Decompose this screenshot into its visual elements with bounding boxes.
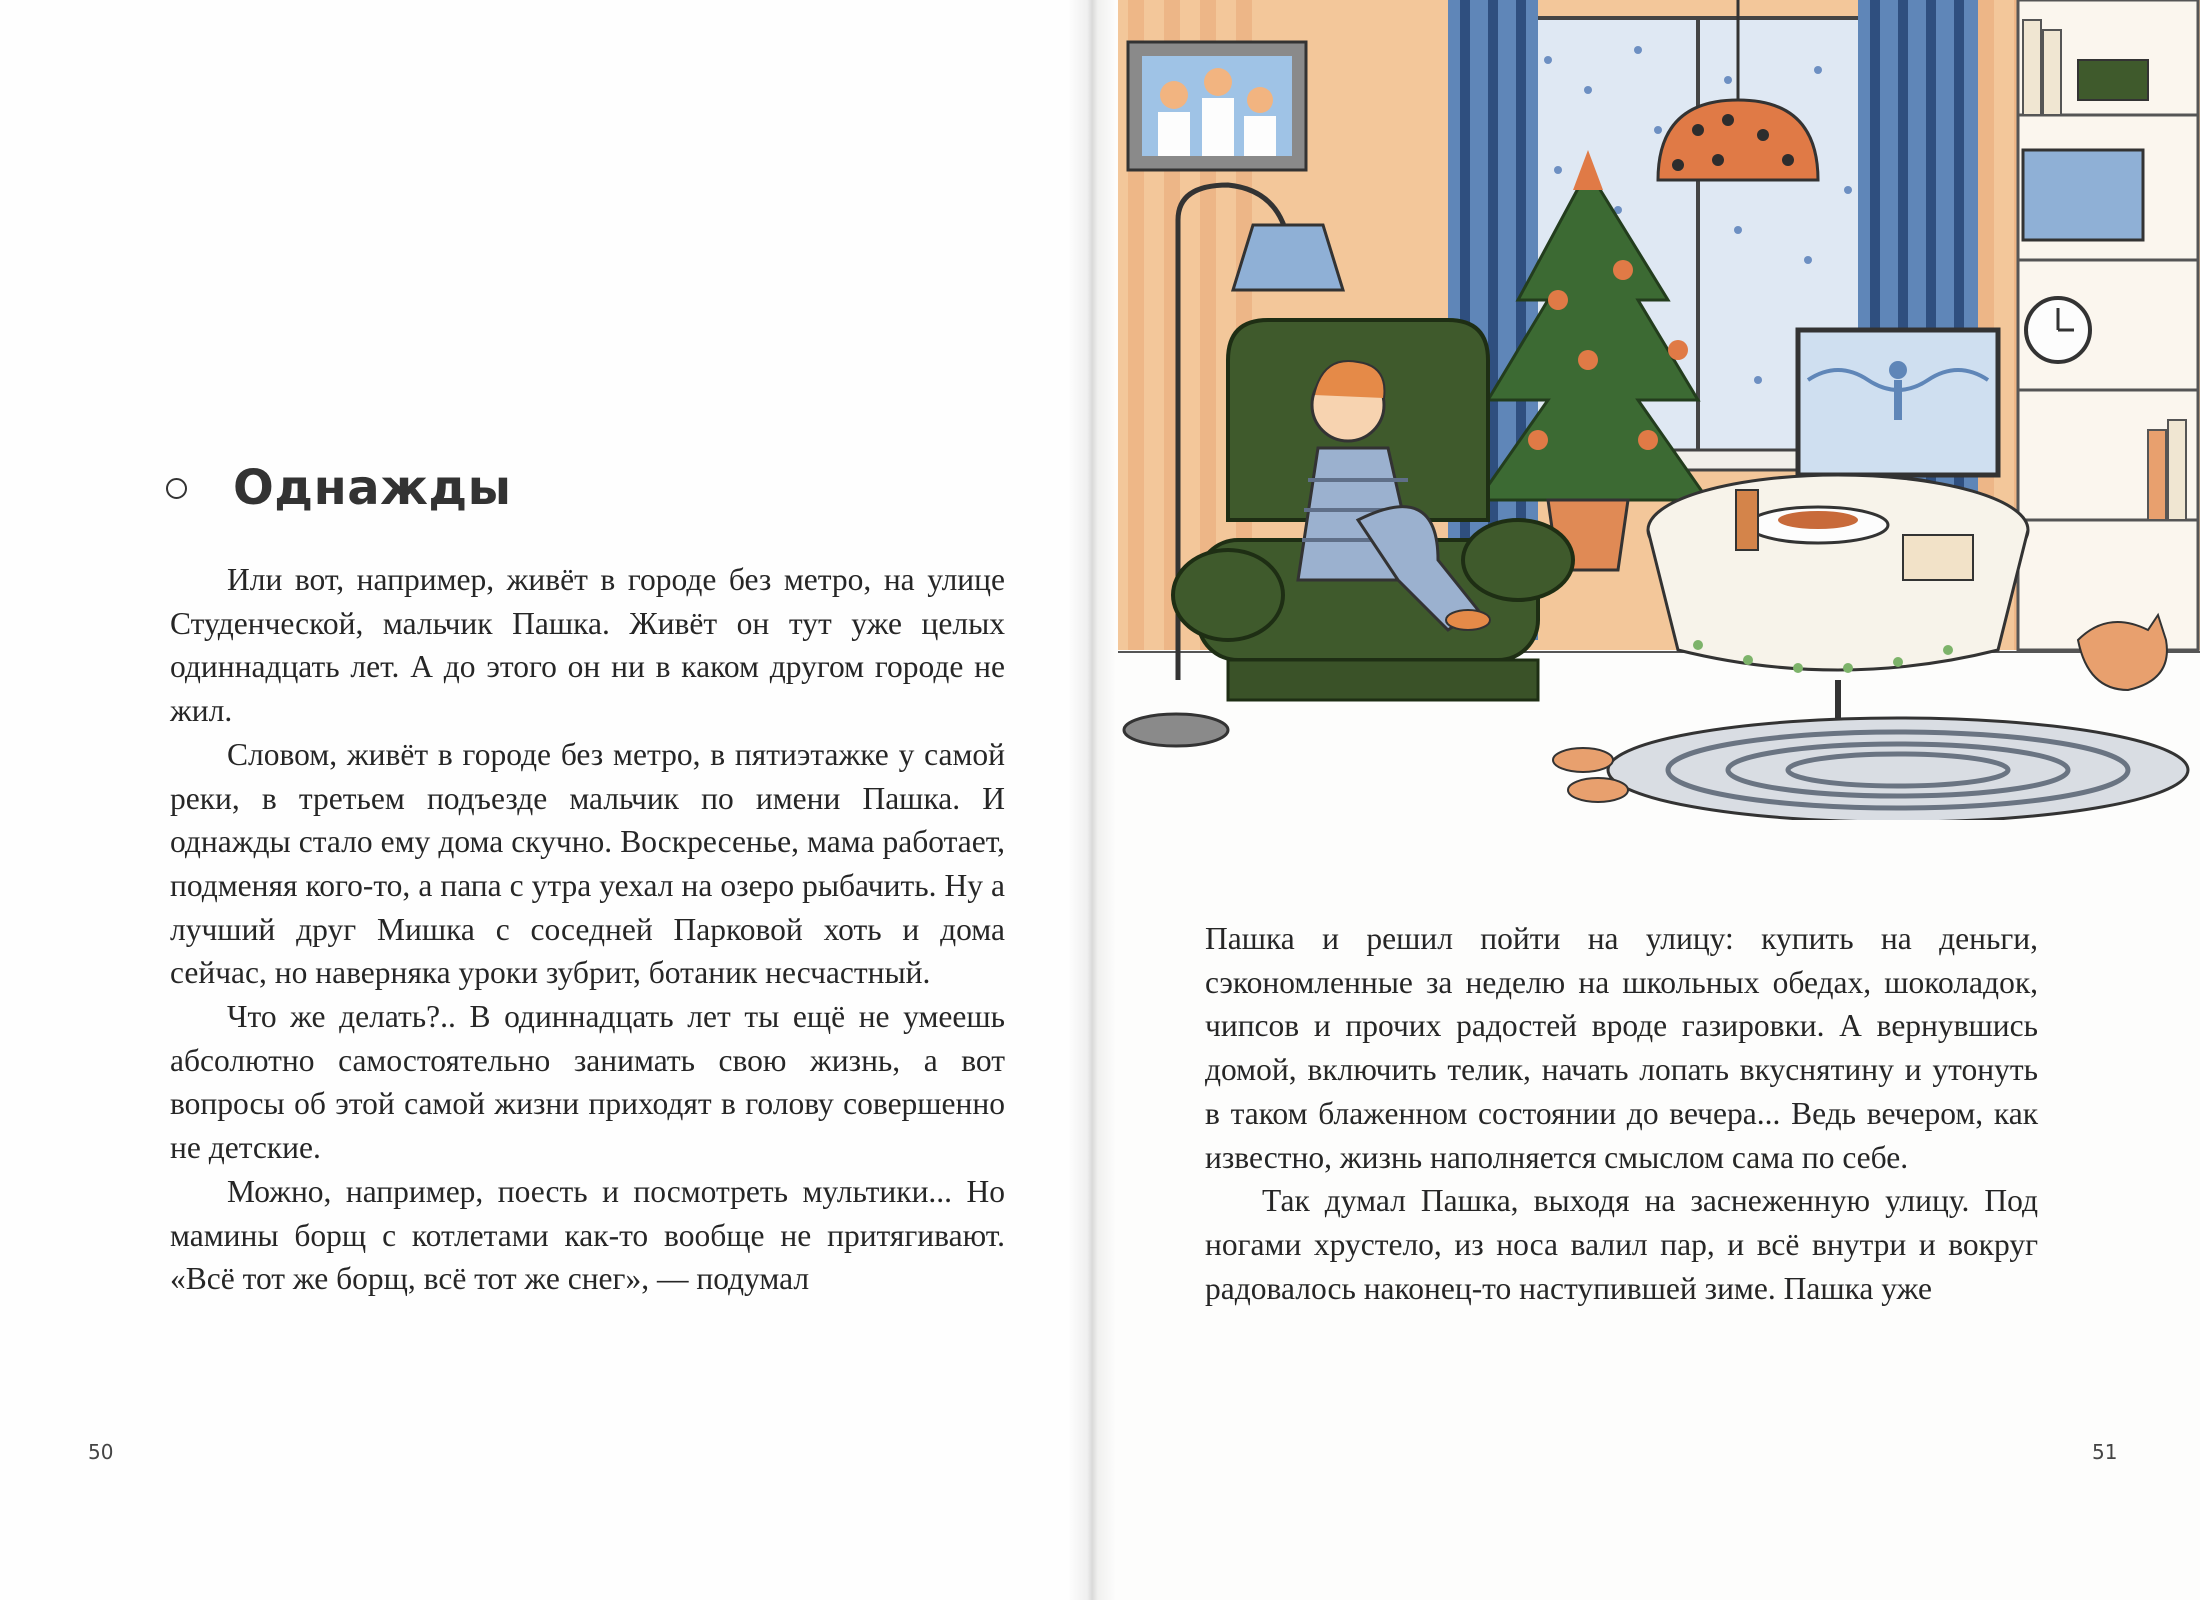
paragraph: Что же делать?.. В одиннадцать лет ты ещё не умеешь абсолютно самостоятельно занимать свою жизнь, а вот вопросы об этой самой жизни приходят в голову совершенно не детские. <box>170 999 1005 1166</box>
chapter-title: Однажды <box>233 460 512 516</box>
page-number-left: 50 <box>88 1440 114 1464</box>
page-number-right: 51 <box>2092 1440 2118 1464</box>
paragraph: Пашка и решил пойти на улицу: купить на деньги, сэкономленные за неделю на школьных обедах, шоколадок, чипсов и прочих радостей вроде газировки. А вернувшись домой, включить телик, начать лопать вкуснятину и утонуть в таком блаженном состоянии до вечера... Ведь вечером, как известно, жизнь наполняется смыслом сама по себе. <box>1205 921 2038 1175</box>
paragraph: Или вот, например, живёт в городе без метро, на улице Студенческой, мальчик Пашка. Живёт он тут уже целых одиннадцать лет. А до этого он ни в каком другом городе не жил. <box>170 562 1005 729</box>
paragraph: Словом, живёт в городе без метро, в пятиэтажке у самой реки, в третьем подъезде мальчик по имени Пашка. И однажды стало ему дома скучно. Воскресенье, мама работает, подменяя кого-то, а папа с утра уехал на озеро рыбачить. Ну а лучший друг Мишка с соседней Парковой хоть и дома сейчас, но наверняка уроки зубрит, ботаник несчастный. <box>170 736 1005 991</box>
circle-bullet-icon <box>166 478 187 499</box>
chapter-heading <box>166 460 512 516</box>
paragraph: Можно, например, поесть и посмотреть мультики... Но мамины борщ с котлетами как-то вообще не притягивают. «Всё тот же борщ, всё тот же снег», — подумал <box>170 1173 1005 1297</box>
room-illustration <box>1118 0 2200 820</box>
right-page-text <box>1205 917 2038 1310</box>
left-page <box>0 0 1092 1600</box>
tv-set <box>1798 330 1998 494</box>
left-page-text <box>170 558 1005 1301</box>
paragraph: Так думал Пашка, выходя на заснеженную улицу. Под ногами хрустело, из носа валил пар, и всё внутри и вокруг радовалось наконец-то наступившей зиме. Пашка уже <box>1205 1183 2038 1306</box>
bookshelf <box>2018 0 2198 650</box>
family-portrait <box>1128 42 1306 170</box>
book-gutter <box>1068 0 1116 1600</box>
oval-rug <box>1608 718 2188 820</box>
